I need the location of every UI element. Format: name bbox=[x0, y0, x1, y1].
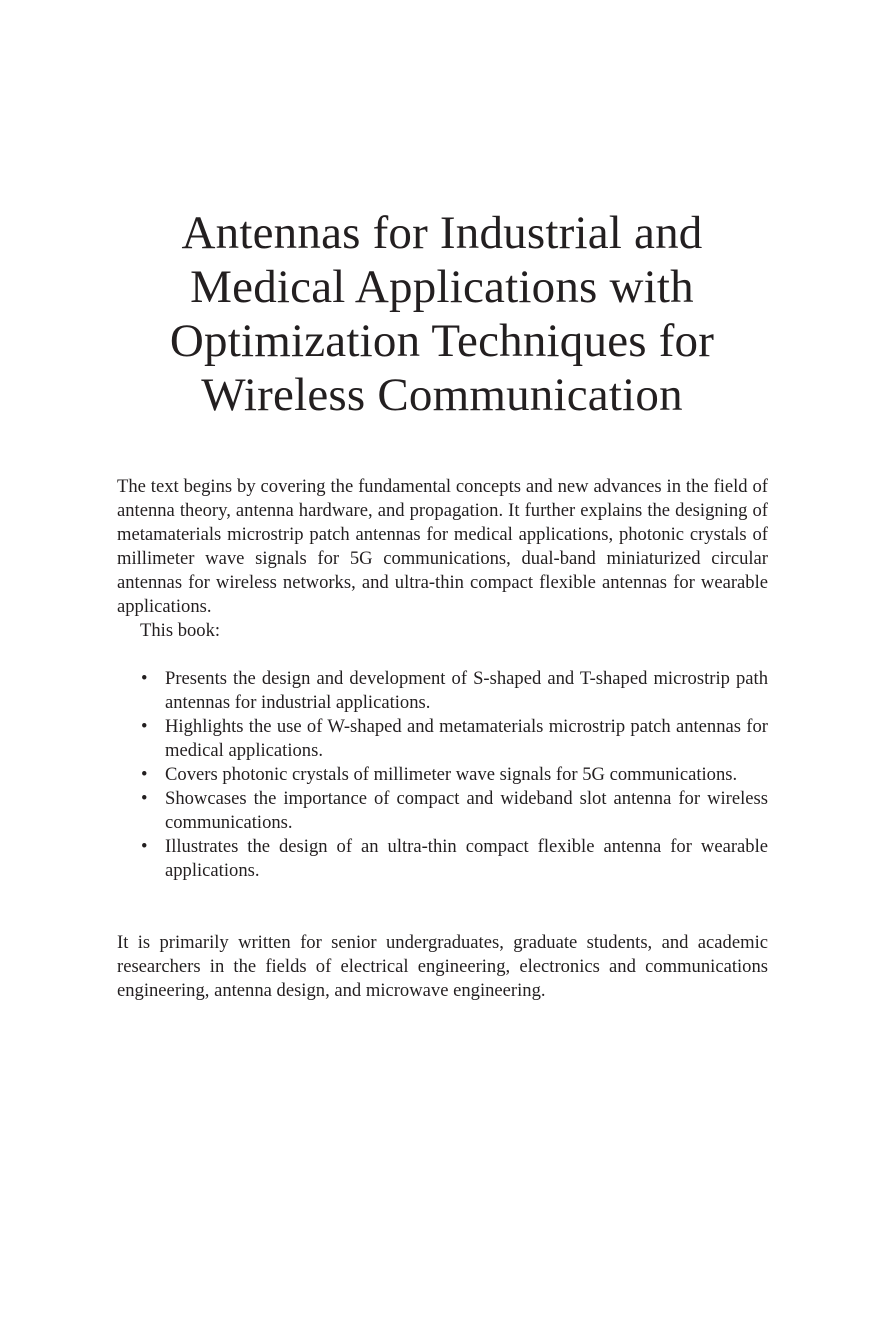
audience-paragraph: It is primarily written for senior undergraduates, graduate students, and academic researchers in the fields of electrical engineering, electronics and communications engineering, antenna design, and microwave engineering. bbox=[117, 932, 768, 1001]
audience-section bbox=[117, 931, 768, 1003]
title-line: Wireless Communication bbox=[201, 369, 683, 421]
list-item: • Covers photonic crystals of millimeter wave signals for 5G communications. bbox=[140, 763, 768, 787]
list-item: • Highlights the use of W-shaped and metamaterials microstrip patch antennas for medical applications. bbox=[140, 715, 768, 763]
book-title bbox=[60, 206, 824, 422]
list-item: • Illustrates the design of an ultra-thin compact flexible antenna for wearable applications. bbox=[140, 835, 768, 883]
list-intro: This book: bbox=[140, 620, 221, 641]
intro-paragraph: The text begins by covering the fundamental concepts and new advances in the field of antenna theory, antenna hardware, and propagation. It further explains the designing of metamaterials microstrip patch antennas for medical applications, photonic crystals of millimeter wave signals for 5G communications, dual-band miniaturized circular antennas for wireless networks, and ultra-thin compact flexible antennas for wearable applications. bbox=[117, 476, 768, 617]
feature-list bbox=[140, 667, 768, 883]
title-line: Optimization Techniques for bbox=[169, 315, 715, 367]
list-item: • Showcases the importance of compact and wideband slot antenna for wireless communications. bbox=[140, 787, 768, 835]
title-line: Antennas for Industrial and bbox=[181, 207, 703, 259]
intro-section bbox=[117, 475, 768, 643]
title-line: Medical Applications with bbox=[190, 261, 694, 313]
list-item: • Presents the design and development of S-shaped and T-shaped microstrip path antennas for industrial applications. bbox=[140, 667, 768, 715]
